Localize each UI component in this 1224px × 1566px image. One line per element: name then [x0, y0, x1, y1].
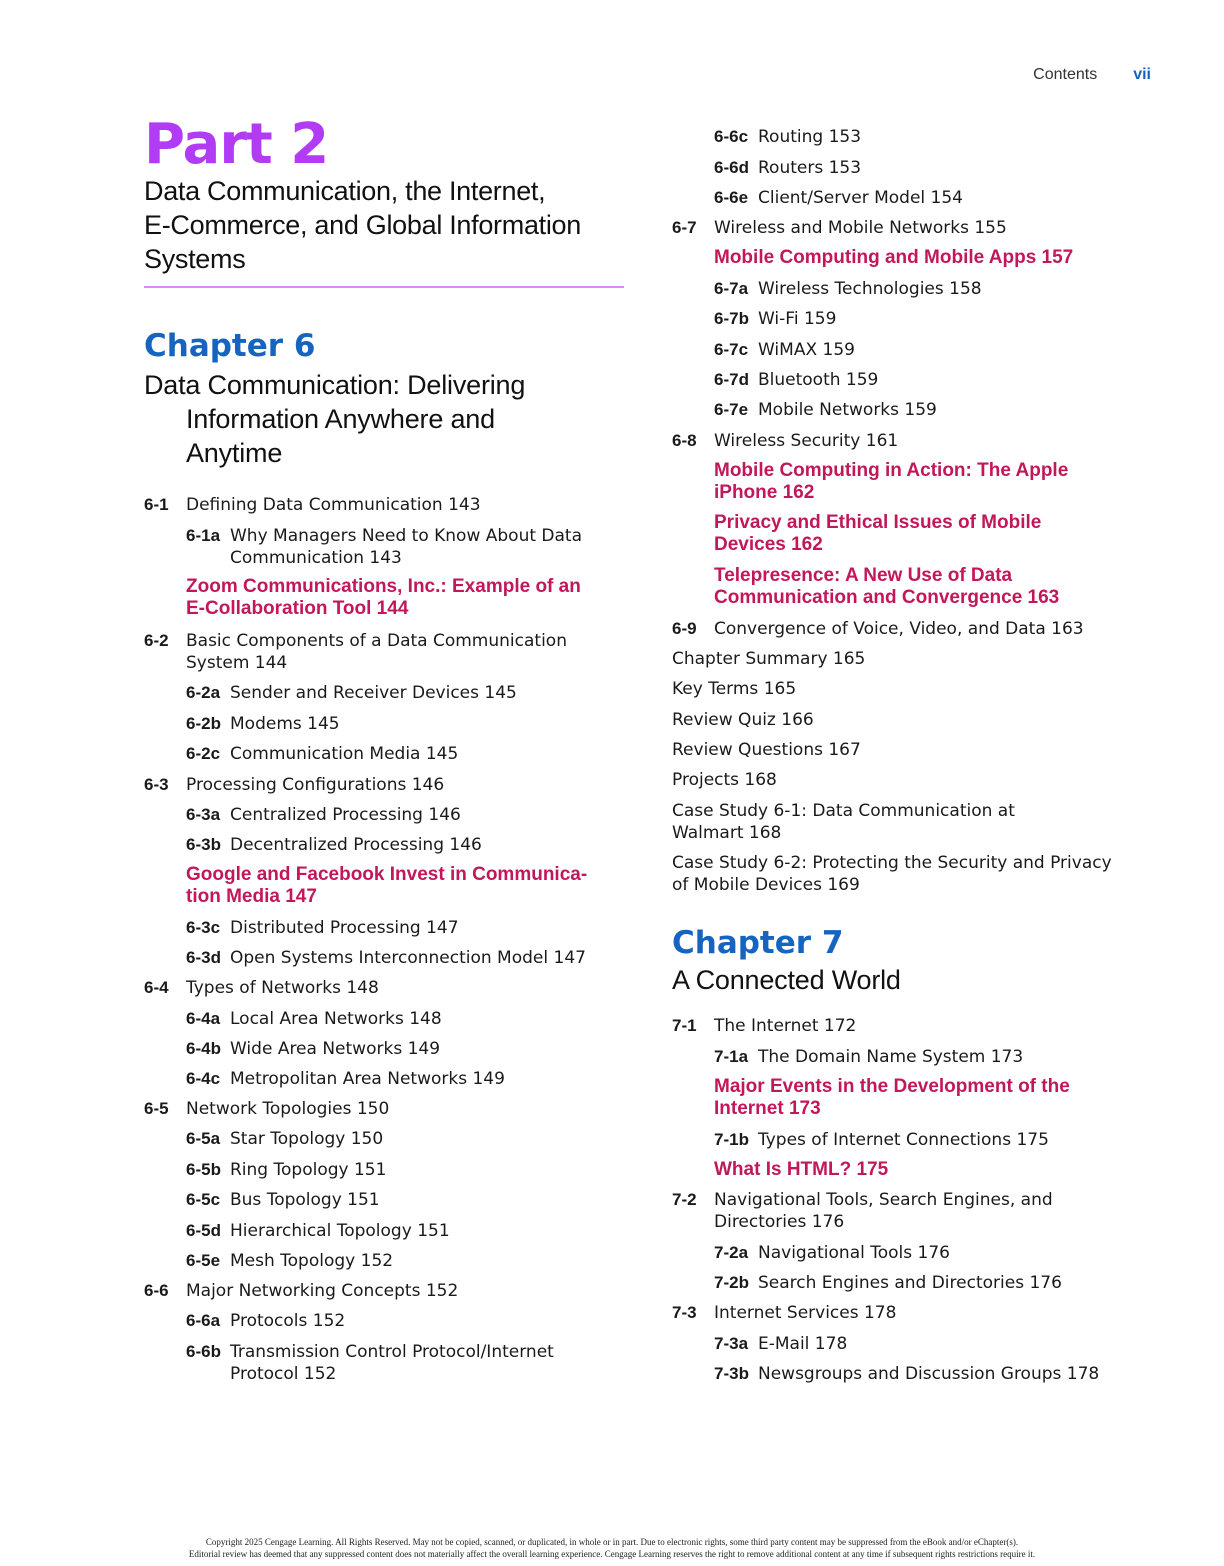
- toc-entry-6-5: [144, 1098, 628, 1120]
- toc-entry-6-7d: [672, 369, 1152, 391]
- section-title: Navigational Tools, Search Engines, and: [714, 1190, 1053, 1210]
- toc-entry: [672, 678, 1152, 700]
- toc-entry-6-3: [144, 774, 628, 796]
- toc-entry-7-3: [672, 1302, 1152, 1324]
- toc-entry-6-6e: [672, 187, 1152, 209]
- section-title: Protocols 152: [230, 1311, 346, 1331]
- section-number: 6-6d: [714, 158, 749, 177]
- section-number: 6-5e: [186, 1251, 221, 1270]
- section-title: The Domain Name System 173: [758, 1047, 1024, 1067]
- section-title: Star Topology 150: [230, 1129, 384, 1149]
- toc-entry-7-3b: [672, 1363, 1152, 1385]
- feature-title-continued: Communication and Convergence 163: [714, 587, 1060, 608]
- chapter-6-title: [144, 368, 525, 470]
- section-number: 6-6e: [714, 188, 749, 207]
- feature-title: Mobile Computing in Action: The Apple: [714, 460, 1069, 481]
- section-title: Navigational Tools 176: [758, 1243, 950, 1263]
- feature-title-continued: tion Media 147: [186, 886, 317, 907]
- toc-entry-7-1b: [672, 1129, 1152, 1151]
- toc-entry-6-6b: [144, 1341, 628, 1385]
- feature-title: What Is HTML? 175: [714, 1159, 889, 1180]
- section-number: 6-3a: [186, 805, 221, 824]
- section-number: 6-5c: [186, 1190, 221, 1209]
- toc-entry-7-2: [672, 1189, 1152, 1233]
- chapter-6-label: Chapter 6: [144, 328, 316, 364]
- section-title: Ring Topology 151: [230, 1160, 387, 1180]
- section-title: Distributed Processing 147: [230, 918, 459, 938]
- chapter-7-label: Chapter 7: [672, 925, 844, 961]
- section-number: 6-7b: [714, 309, 749, 328]
- section-title: Mesh Topology 152: [230, 1251, 394, 1271]
- feature-title: Telepresence: A New Use of Data: [714, 565, 1013, 586]
- feature-title-continued: Devices 162: [714, 534, 823, 555]
- section-title-continued: Directories 176: [714, 1212, 845, 1232]
- section-number: 6-5a: [186, 1129, 221, 1148]
- section-number: 6-3b: [186, 835, 221, 854]
- toc-entry-6-4: [144, 977, 628, 999]
- toc-entry-6-1a: [144, 525, 628, 569]
- section-title: Defining Data Communication 143: [186, 495, 481, 515]
- toc-entry-6-6a: [144, 1310, 628, 1332]
- copyright-notice: [0, 1536, 1224, 1560]
- section-number: 6-2c: [186, 744, 221, 763]
- feature-title-continued: Internet 173: [714, 1098, 821, 1119]
- section-title: Routing 153: [758, 127, 862, 147]
- section-title: Types of Networks 148: [186, 978, 379, 998]
- toc-entry-6-3c: [144, 917, 628, 939]
- section-number: 7-3: [672, 1303, 697, 1322]
- toc-entry-6-9: [672, 618, 1152, 640]
- section-number: 6-3c: [186, 918, 221, 937]
- section-title: WiMAX 159: [758, 340, 855, 360]
- section-title: Decentralized Processing 146: [230, 835, 482, 855]
- section-number: 6-4b: [186, 1039, 221, 1058]
- part-title-line: Systems: [144, 244, 246, 274]
- feature-box-link: [714, 565, 1152, 609]
- toc-entry: [672, 709, 1152, 731]
- section-number: 6-6a: [186, 1311, 221, 1330]
- section-title: Wi-Fi 159: [758, 309, 837, 329]
- toc-entry-6-2c: [144, 743, 628, 765]
- toc-entry-6-4b: [144, 1038, 628, 1060]
- toc-entry-6-1: [144, 494, 628, 516]
- section-title: Modems 145: [230, 714, 340, 734]
- section-number: 6-1a: [186, 526, 221, 545]
- section-number: 6-7d: [714, 370, 749, 389]
- section-title-continued: of Mobile Devices 169: [672, 875, 860, 895]
- section-number: 6-3d: [186, 948, 221, 967]
- section-number: 6-4a: [186, 1009, 221, 1028]
- section-number: 6-2: [144, 631, 169, 650]
- toc-entry-6-6: [144, 1280, 628, 1302]
- copyright-line: Editorial review has deemed that any suppressed content does not materially affect the overall learning experience. Cengage Learning reserves the right to remove additional content at any time if subsequent rights restrictions require it.: [188, 1549, 1036, 1559]
- toc-entry-6-5c: [144, 1189, 628, 1211]
- running-head-section: Contents: [1033, 66, 1098, 83]
- section-title: Network Topologies 150: [186, 1099, 390, 1119]
- toc-entry-6-5e: [144, 1250, 628, 1272]
- section-title: Chapter Summary 165: [672, 649, 866, 669]
- section-number: 6-9: [672, 619, 697, 638]
- toc-entry: [672, 852, 1152, 896]
- section-title: Major Networking Concepts 152: [186, 1281, 459, 1301]
- section-number: 7-2: [672, 1190, 697, 1209]
- section-title: Why Managers Need to Know About Data: [230, 526, 583, 546]
- section-number: 6-1: [144, 495, 169, 514]
- feature-box-link: [714, 1159, 1152, 1181]
- toc-entry-6-7b: [672, 308, 1152, 330]
- section-title-continued: System 144: [186, 653, 288, 673]
- running-head: [1033, 66, 1151, 84]
- section-number: 7-1: [672, 1016, 697, 1035]
- chapter-title-line: Data Communication: Delivering: [144, 370, 526, 400]
- section-title: Metropolitan Area Networks 149: [230, 1069, 505, 1089]
- section-number: 7-3a: [714, 1334, 749, 1353]
- copyright-line: Copyright 2025 Cengage Learning. All Rights Reserved. May not be copied, scanned, or duplicated, in whole or in part. Due to electronic rights, some third party content may be suppressed from the eBook and/or eChapter(s).: [205, 1537, 1019, 1547]
- section-number: 6-7: [672, 218, 697, 237]
- section-number: 6-6b: [186, 1342, 221, 1361]
- feature-box-link: [714, 1076, 1152, 1120]
- section-number: 6-7a: [714, 279, 749, 298]
- section-number: 7-1b: [714, 1130, 749, 1149]
- part-title-line: E-Commerce, and Global Information: [144, 210, 581, 240]
- section-number: 7-3b: [714, 1364, 749, 1383]
- part-divider: [144, 286, 624, 288]
- feature-title-continued: E-Collaboration Tool 144: [186, 598, 409, 619]
- feature-title: Google and Facebook Invest in Communica-: [186, 864, 588, 885]
- toc-entry-6-4c: [144, 1068, 628, 1090]
- section-number: 6-8: [672, 431, 697, 450]
- section-title: Wireless Technologies 158: [758, 279, 982, 299]
- section-title: Key Terms 165: [672, 679, 797, 699]
- section-title: Communication Media 145: [230, 744, 459, 764]
- toc-entry: [672, 739, 1152, 761]
- feature-title: Major Events in the Development of the: [714, 1076, 1070, 1097]
- section-title: Case Study 6-1: Data Communication at: [672, 801, 1015, 821]
- chapter-title-line: Information Anywhere and: [186, 404, 495, 434]
- section-title: Local Area Networks 148: [230, 1009, 442, 1029]
- section-title: Review Quiz 166: [672, 710, 814, 730]
- feature-box-link: [186, 576, 628, 620]
- section-title: Processing Configurations 146: [186, 775, 445, 795]
- chapter-7-title: A Connected World: [672, 965, 901, 995]
- section-number: 7-1a: [714, 1047, 749, 1066]
- section-title: Projects 168: [672, 770, 777, 790]
- section-title-continued: Protocol 152: [230, 1364, 337, 1384]
- section-number: 6-3: [144, 775, 169, 794]
- section-title: Bus Topology 151: [230, 1190, 380, 1210]
- toc-entry-6-7a: [672, 278, 1152, 300]
- toc-entry-6-2: [144, 630, 628, 674]
- part-title-line: Data Communication, the Internet,: [144, 176, 546, 206]
- toc-entry-7-2a: [672, 1242, 1152, 1264]
- feature-box-link: [714, 512, 1152, 556]
- feature-title: Zoom Communications, Inc.: Example of an: [186, 576, 581, 597]
- section-title: Types of Internet Connections 175: [758, 1130, 1049, 1150]
- toc-entry-6-4a: [144, 1008, 628, 1030]
- feature-box-link: [714, 247, 1152, 269]
- section-number: 6-5d: [186, 1221, 221, 1240]
- section-title: Newsgroups and Discussion Groups 178: [758, 1364, 1100, 1384]
- chapter-title-line: Anytime: [186, 438, 283, 468]
- section-title: Routers 153: [758, 158, 862, 178]
- toc-entry: [672, 648, 1152, 670]
- section-title: Hierarchical Topology 151: [230, 1221, 450, 1241]
- section-number: 6-4: [144, 978, 169, 997]
- part-label: Part 2: [144, 112, 329, 177]
- section-title: Mobile Networks 159: [758, 400, 937, 420]
- section-number: 6-5: [144, 1099, 169, 1118]
- toc-entry-6-5b: [144, 1159, 628, 1181]
- section-title: Wide Area Networks 149: [230, 1039, 441, 1059]
- toc-entry: [672, 800, 1152, 844]
- section-title-continued: Walmart 168: [672, 823, 782, 843]
- section-title: Centralized Processing 146: [230, 805, 461, 825]
- part-title: [144, 174, 628, 276]
- section-title: Sender and Receiver Devices 145: [230, 683, 517, 703]
- section-title: Basic Components of a Data Communication: [186, 631, 567, 651]
- section-number: 6-4c: [186, 1069, 221, 1088]
- section-number: 6-6c: [714, 127, 749, 146]
- toc-entry-6-3d: [144, 947, 628, 969]
- section-title: Case Study 6-2: Protecting the Security and Privacy: [672, 853, 1112, 873]
- toc-entry-6-5a: [144, 1128, 628, 1150]
- section-number: 7-2a: [714, 1243, 749, 1262]
- section-title: E-Mail 178: [758, 1334, 848, 1354]
- toc-entry-6-6c: [672, 126, 1152, 148]
- toc-entry-6-2a: [144, 682, 628, 704]
- section-title: Wireless and Mobile Networks 155: [714, 218, 1007, 238]
- section-title: Internet Services 178: [714, 1303, 897, 1323]
- section-title: Open Systems Interconnection Model 147: [230, 948, 586, 968]
- section-number: 7-2b: [714, 1273, 749, 1292]
- toc-entry-7-1: [672, 1015, 1152, 1037]
- feature-title-continued: iPhone 162: [714, 482, 815, 503]
- toc-entry-6-3a: [144, 804, 628, 826]
- section-title: Transmission Control Protocol/Internet: [230, 1342, 554, 1362]
- toc-entry-7-3a: [672, 1333, 1152, 1355]
- toc-entry-6-2b: [144, 713, 628, 735]
- toc-entry-7-1a: [672, 1046, 1152, 1068]
- toc-entry-7-2b: [672, 1272, 1152, 1294]
- section-number: 6-6: [144, 1281, 169, 1300]
- toc-entry-6-6d: [672, 157, 1152, 179]
- feature-box-link: [186, 864, 628, 908]
- toc-entry: [672, 769, 1152, 791]
- section-title: The Internet 172: [714, 1016, 857, 1036]
- toc-entry-6-7e: [672, 399, 1152, 421]
- section-number: 6-7e: [714, 400, 749, 419]
- section-title: Convergence of Voice, Video, and Data 163: [714, 619, 1084, 639]
- toc-entry-6-7c: [672, 339, 1152, 361]
- section-title: Search Engines and Directories 176: [758, 1273, 1062, 1293]
- section-title: Review Questions 167: [672, 740, 861, 760]
- page-number: vii: [1133, 66, 1151, 83]
- feature-box-link: [714, 460, 1152, 504]
- section-title: Wireless Security 161: [714, 431, 899, 451]
- toc-entry-6-8: [672, 430, 1152, 452]
- feature-title: Privacy and Ethical Issues of Mobile: [714, 512, 1042, 533]
- section-title: Bluetooth 159: [758, 370, 879, 390]
- feature-title: Mobile Computing and Mobile Apps 157: [714, 247, 1074, 268]
- section-number: 6-7c: [714, 340, 749, 359]
- section-title: Client/Server Model 154: [758, 188, 963, 208]
- section-number: 6-5b: [186, 1160, 221, 1179]
- section-title-continued: Communication 143: [230, 548, 402, 568]
- toc-entry-6-7: [672, 217, 1152, 239]
- section-number: 6-2a: [186, 683, 221, 702]
- toc-entry-6-5d: [144, 1220, 628, 1242]
- section-number: 6-2b: [186, 714, 221, 733]
- toc-entry-6-3b: [144, 834, 628, 856]
